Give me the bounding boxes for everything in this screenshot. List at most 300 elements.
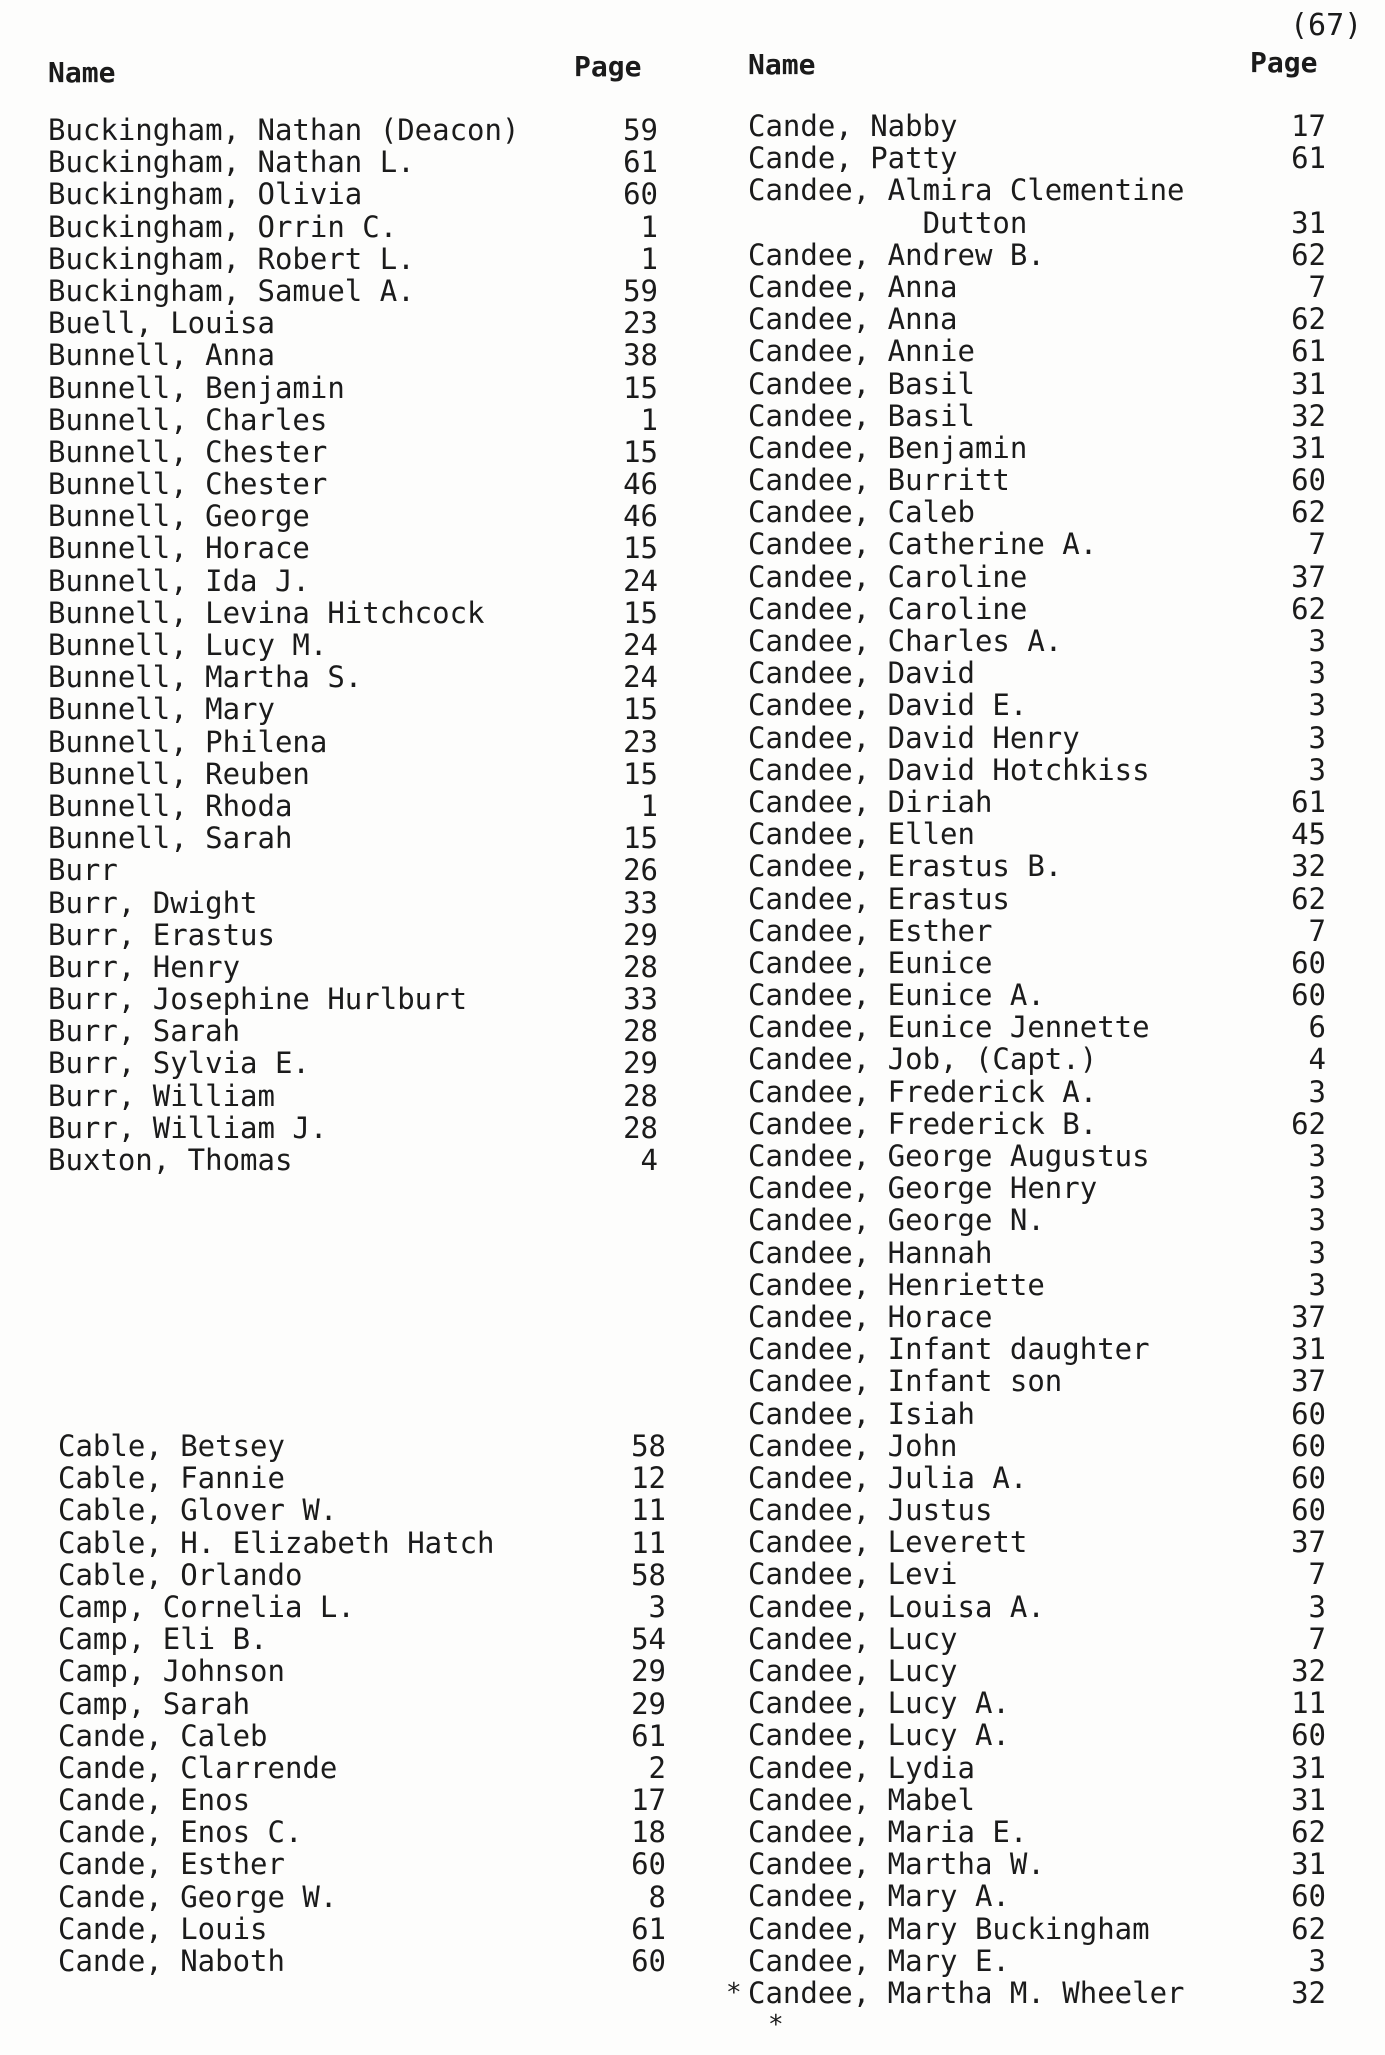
- entry-page: 3: [1308, 656, 1326, 691]
- entry-page: 15: [623, 531, 658, 566]
- index-entry: [48, 951, 658, 983]
- entry-page: 3: [1308, 1074, 1326, 1109]
- index-entry: [748, 1913, 1326, 1945]
- entry-name: Candee, Ellen: [748, 817, 975, 852]
- entry-name: Candee, Eunice Jennette: [748, 1010, 1150, 1045]
- entry-page: 33: [623, 982, 658, 1017]
- entry-page: 32: [1291, 849, 1326, 884]
- entry-page: 61: [631, 1911, 666, 1946]
- entry-page: 62: [1291, 1814, 1326, 1849]
- entry-name: Cande, George W.: [58, 1879, 338, 1914]
- index-entry: [48, 597, 658, 629]
- entry-name: Cable, Betsey: [58, 1429, 285, 1463]
- entry-name: Candee, George Henry: [748, 1171, 1098, 1206]
- entry-page: 45: [1291, 817, 1326, 852]
- entry-name: Candee, David Hotchkiss: [748, 752, 1150, 787]
- index-entry: [748, 1591, 1326, 1623]
- entry-name: Bunnell, Horace: [48, 531, 310, 566]
- index-entry: [58, 1816, 666, 1848]
- entry-page: 4: [1308, 1042, 1326, 1077]
- index-entry: [748, 786, 1326, 818]
- entry-page: 58: [631, 1557, 666, 1592]
- index-entry: [748, 1687, 1326, 1719]
- entry-page: 31: [1291, 205, 1326, 240]
- entry-name: Candee, Julia A.: [748, 1460, 1028, 1495]
- index-entry: [58, 1655, 666, 1687]
- entry-name: Buell, Louisa: [48, 306, 275, 341]
- index-entry: [748, 1526, 1326, 1558]
- entry-page: 37: [1291, 1299, 1326, 1334]
- index-entry: [748, 1043, 1326, 1075]
- index-entry: [748, 883, 1326, 915]
- index-entry: [748, 1365, 1326, 1397]
- entry-name: Candee, David: [748, 656, 975, 691]
- index-entry: [48, 114, 658, 146]
- index-entry: [748, 1172, 1326, 1204]
- entry-page: 3: [1308, 624, 1326, 658]
- entry-name: Candee, Levi: [748, 1557, 958, 1592]
- index-entry: [48, 726, 658, 758]
- entry-page: 6: [1308, 1010, 1326, 1045]
- entry-name: Candee, Caleb: [748, 495, 975, 530]
- entry-page: 7: [1308, 913, 1326, 948]
- entry-page: 62: [1291, 881, 1326, 916]
- entry-name: Candee, Martha W.: [748, 1847, 1045, 1882]
- entry-name: Cande, Naboth: [58, 1944, 285, 1978]
- entry-name: Bunnell, Ida J.: [48, 563, 310, 598]
- index-entry: [748, 561, 1326, 593]
- index-entry: [748, 142, 1326, 174]
- entry-page: 31: [1291, 1332, 1326, 1367]
- right-name-header: Name: [748, 48, 816, 81]
- entry-name: Bunnell, Martha S.: [48, 660, 363, 695]
- entry-name: Candee, Leverett: [748, 1525, 1028, 1560]
- entry-page: 17: [1291, 109, 1326, 143]
- entry-name: Candee, Eunice A.: [748, 978, 1045, 1013]
- entry-name: Candee, Isiah: [748, 1396, 975, 1431]
- entry-page: 61: [623, 145, 658, 180]
- entry-page: 3: [1308, 1267, 1326, 1302]
- entry-page: 29: [623, 1046, 658, 1081]
- index-entry: [48, 565, 658, 597]
- entry-page: 32: [1291, 398, 1326, 433]
- entry-page: 29: [631, 1654, 666, 1689]
- entry-name: Cable, Orlando: [58, 1557, 303, 1592]
- index-entry: [48, 532, 658, 564]
- entry-page: 37: [1291, 1364, 1326, 1399]
- entry-page: 3: [1308, 1589, 1326, 1624]
- entry-name: Camp, Eli B.: [58, 1622, 268, 1657]
- index-entry: [48, 1015, 658, 1047]
- index-entry: [48, 243, 658, 275]
- index-entry: [48, 339, 658, 371]
- entry-page: 23: [623, 306, 658, 341]
- entry-name: Cande, Enos C.: [58, 1815, 303, 1850]
- index-entry: [748, 239, 1326, 271]
- entry-name: Candee, George N.: [748, 1203, 1045, 1238]
- entry-name: Candee, Frederick A.: [748, 1074, 1098, 1109]
- entry-name: Candee, Lucy: [748, 1654, 958, 1688]
- entry-page: 3: [1308, 752, 1326, 787]
- entry-page: 7: [1308, 1621, 1326, 1656]
- entry-name: Candee, Hannah: [748, 1235, 993, 1270]
- index-entry: [48, 468, 658, 500]
- page-number: (67): [1290, 8, 1363, 43]
- index-entry: [748, 528, 1326, 560]
- entry-name: Candee, George Augustus: [748, 1139, 1150, 1173]
- entry-name: Dutton: [748, 205, 1028, 240]
- entry-name: Bunnell, Chester: [48, 467, 328, 502]
- entry-name: Camp, Cornelia L.: [58, 1589, 355, 1624]
- index-entry: [748, 1108, 1326, 1140]
- entry-page: 31: [1291, 366, 1326, 401]
- entry-name: Candee, Caroline: [748, 591, 1028, 626]
- index-entry: [48, 307, 658, 339]
- entry-name: Candee, Burritt: [748, 463, 1010, 498]
- entry-page: 11: [631, 1525, 666, 1560]
- left-column-cable-cande: [58, 1430, 666, 1977]
- entry-page: 60: [1291, 978, 1326, 1013]
- index-entry: [748, 593, 1326, 625]
- entry-page: 3: [1308, 1235, 1326, 1270]
- entry-page: 28: [623, 1014, 658, 1049]
- index-entry: [748, 625, 1326, 657]
- entry-page: 62: [1291, 302, 1326, 337]
- entry-page: 7: [1308, 1557, 1326, 1592]
- entry-page: 15: [623, 595, 658, 630]
- index-entry: [748, 464, 1326, 496]
- entry-page: 31: [1291, 1750, 1326, 1785]
- entry-page: 15: [623, 756, 658, 791]
- entry-name: Burr, William: [48, 1078, 275, 1113]
- entry-name: Candee, Lydia: [748, 1750, 975, 1785]
- index-entry: [48, 822, 658, 854]
- entry-page: 62: [1291, 495, 1326, 530]
- entry-page: 3: [1308, 1943, 1326, 1978]
- index-entry: [748, 1140, 1326, 1172]
- index-entry: [48, 436, 658, 468]
- index-entry: [748, 1462, 1326, 1494]
- entry-name: Candee, Henriette: [748, 1267, 1045, 1302]
- index-entry: [748, 368, 1326, 400]
- index-entry: [748, 1655, 1326, 1687]
- entry-page: 18: [631, 1815, 666, 1850]
- entry-name: Candee, Diriah: [748, 784, 993, 819]
- index-entry: [58, 1848, 666, 1880]
- entry-page: 61: [1291, 334, 1326, 369]
- entry-page: 37: [1291, 1525, 1326, 1560]
- index-entry: [58, 1945, 666, 1977]
- entry-name: Burr: [48, 853, 118, 888]
- entry-name: Candee, Mary Buckingham: [748, 1911, 1150, 1946]
- index-entry: [748, 1430, 1326, 1462]
- index-entry: [48, 887, 658, 919]
- entry-name: Buckingham, Orrin C.: [48, 209, 398, 244]
- entry-name: Bunnell, Reuben: [48, 756, 310, 791]
- index-entry: [48, 919, 658, 951]
- entry-page: 3: [1308, 1203, 1326, 1238]
- index-entry: [748, 915, 1326, 947]
- index-entry: [748, 1398, 1326, 1430]
- entry-page: 11: [631, 1493, 666, 1528]
- entry-name: Buckingham, Olivia: [48, 177, 363, 212]
- entry-page: 60: [631, 1944, 666, 1978]
- entry-page: 7: [1308, 269, 1326, 304]
- entry-page: 15: [623, 434, 658, 469]
- index-entry: [58, 1688, 666, 1720]
- entry-name: Candee, Lucy: [748, 1621, 958, 1656]
- index-entry: [748, 1494, 1326, 1526]
- entry-name: Candee, David Henry: [748, 720, 1080, 755]
- entry-name: Cande, Enos: [58, 1783, 251, 1818]
- index-entry: [48, 1144, 658, 1176]
- entry-name: Burr, Josephine Hurlburt: [48, 982, 468, 1017]
- entry-name: Candee, Benjamin: [748, 430, 1028, 465]
- entry-name: Candee, Erastus B.: [748, 849, 1063, 884]
- entry-page: 61: [1291, 141, 1326, 176]
- entry-name: Candee, Maria E.: [748, 1814, 1028, 1849]
- entry-page: 62: [1291, 1106, 1326, 1141]
- index-entry: [748, 1848, 1326, 1880]
- entry-name: Candee, Justus: [748, 1493, 993, 1528]
- entry-page: 62: [1291, 1911, 1326, 1946]
- entry-name: Bunnell, Benjamin: [48, 370, 345, 405]
- entry-name: Candee, Mabel: [748, 1782, 975, 1817]
- entry-name: Bunnell, Mary: [48, 692, 275, 727]
- entry-name: Candee, Almira Clementine: [748, 173, 1185, 208]
- entry-name: Cande, Clarrende: [58, 1750, 338, 1785]
- entry-page: 24: [623, 660, 658, 695]
- entry-page: 1: [640, 241, 658, 276]
- index-entry: [48, 693, 658, 725]
- entry-name: Candee, Caroline: [748, 559, 1028, 594]
- entry-name: Candee, Basil: [748, 398, 975, 433]
- index-entry: [48, 983, 658, 1015]
- left-name-header: Name: [48, 56, 116, 89]
- entry-page: 32: [1291, 1654, 1326, 1688]
- entry-name: Candee, David E.: [748, 688, 1028, 723]
- index-entry: [48, 211, 658, 243]
- index-entry: [748, 1977, 1326, 2009]
- entry-name: Candee, Andrew B.: [748, 237, 1045, 272]
- entry-name: Burr, Henry: [48, 949, 241, 984]
- entry-page: 3: [648, 1589, 666, 1624]
- entry-name: Candee, Lucy A.: [748, 1718, 1010, 1753]
- entry-page: 37: [1291, 559, 1326, 594]
- index-entry: [748, 1719, 1326, 1751]
- index-entry: [58, 1881, 666, 1913]
- entry-name: Candee, Annie: [748, 334, 975, 369]
- index-entry: [48, 629, 658, 661]
- entry-page: 7: [1308, 527, 1326, 562]
- entry-name: Bunnell, George: [48, 499, 310, 534]
- entry-page: 61: [631, 1718, 666, 1753]
- entry-name: Bunnell, Rhoda: [48, 788, 293, 823]
- index-entry: [748, 174, 1326, 206]
- entry-name: Candee, Anna: [748, 302, 958, 337]
- entry-name: Camp, Johnson: [58, 1654, 285, 1689]
- entry-page: 59: [623, 113, 658, 147]
- entry-name: Candee, Louisa A.: [748, 1589, 1045, 1624]
- index-entry: [748, 335, 1326, 367]
- index-entry: [48, 404, 658, 436]
- entry-name: Bunnell, Lucy M.: [48, 628, 328, 662]
- entry-page: 32: [1291, 1975, 1326, 2010]
- index-entry: [58, 1494, 666, 1526]
- right-page-header: Page: [1250, 46, 1318, 79]
- entry-name: Bunnell, Levina Hitchcock: [48, 595, 485, 630]
- entry-name: Burr, Dwight: [48, 885, 258, 920]
- index-entry: [748, 754, 1326, 786]
- index-entry: [48, 500, 658, 532]
- entry-name: Candee, Job, (Capt.): [748, 1042, 1098, 1077]
- entry-name: Bunnell, Sarah: [48, 821, 293, 856]
- entry-name: Burr, Sylvia E.: [48, 1046, 310, 1081]
- entry-page: 60: [1291, 463, 1326, 498]
- index-entry: [48, 146, 658, 178]
- entry-name: Candee, Catherine A.: [748, 527, 1098, 562]
- index-entry: [748, 271, 1326, 303]
- entry-name: Buckingham, Robert L.: [48, 241, 415, 276]
- entry-page: 60: [1291, 945, 1326, 980]
- right-column-cande-candee: [748, 110, 1326, 2009]
- entry-name: Candee, Infant daughter: [748, 1332, 1150, 1367]
- index-entry: [748, 1204, 1326, 1236]
- entry-name: Candee, Anna: [748, 269, 958, 304]
- entry-page: 11: [1291, 1686, 1326, 1721]
- entry-page: 15: [623, 692, 658, 727]
- entry-page: 1: [640, 209, 658, 244]
- index-entry: [58, 1784, 666, 1816]
- entry-name: Cande, Caleb: [58, 1718, 268, 1753]
- index-entry: [48, 661, 658, 693]
- entry-page: 60: [1291, 1428, 1326, 1463]
- index-entry: [58, 1462, 666, 1494]
- entry-name: Candee, Infant son: [748, 1364, 1063, 1399]
- index-entry: [58, 1527, 666, 1559]
- entry-name: Cable, Fannie: [58, 1461, 285, 1496]
- entry-name: Cande, Patty: [748, 141, 958, 176]
- entry-page: 62: [1291, 237, 1326, 272]
- entry-name: Buckingham, Nathan (Deacon): [48, 113, 520, 147]
- entry-name: Candee, John: [748, 1428, 958, 1463]
- index-entry: [748, 110, 1326, 142]
- entry-page: 60: [1291, 1396, 1326, 1431]
- index-entry: [48, 372, 658, 404]
- index-entry: [748, 979, 1326, 1011]
- index-entry: [748, 1558, 1326, 1590]
- entry-name: Candee, Charles A.: [748, 624, 1063, 658]
- entry-name: Candee, Lucy A.: [748, 1686, 1010, 1721]
- entry-page: 62: [1291, 591, 1326, 626]
- entry-page: 24: [623, 628, 658, 662]
- entry-page: 54: [631, 1622, 666, 1657]
- index-entry: [58, 1913, 666, 1945]
- index-entry: [748, 432, 1326, 464]
- index-entry: [58, 1430, 666, 1462]
- entry-name: Buckingham, Samuel A.: [48, 273, 415, 308]
- index-entry: [748, 303, 1326, 335]
- entry-page: 29: [631, 1686, 666, 1721]
- index-entry: [748, 207, 1326, 239]
- index-entry: [48, 790, 658, 822]
- entry-page: 60: [623, 177, 658, 212]
- index-entry: [748, 1752, 1326, 1784]
- entry-page: 28: [623, 949, 658, 984]
- entry-name: Candee, Erastus: [748, 881, 1010, 916]
- asterisk-mark: *: [726, 1978, 742, 2008]
- index-entry: [748, 1784, 1326, 1816]
- entry-name: Cande, Esther: [58, 1847, 285, 1882]
- entry-name: Candee, Martha M. Wheeler: [748, 1975, 1185, 2010]
- entry-page: 12: [631, 1461, 666, 1496]
- entry-name: Burr, Sarah: [48, 1014, 241, 1049]
- index-entry: [48, 178, 658, 210]
- asterisk-mark-bottom: *: [768, 2010, 784, 2040]
- entry-name: Bunnell, Anna: [48, 338, 275, 373]
- index-entry: [58, 1752, 666, 1784]
- entry-page: 15: [623, 370, 658, 405]
- entry-page: 38: [623, 338, 658, 373]
- entry-name: Bunnell, Philena: [48, 724, 328, 759]
- index-entry: [748, 1269, 1326, 1301]
- index-entry: [48, 1112, 658, 1144]
- left-column-buckingham-buxton: [48, 114, 658, 1176]
- index-entry: [58, 1623, 666, 1655]
- index-entry: [748, 947, 1326, 979]
- entry-name: Candee, Frederick B.: [748, 1106, 1098, 1141]
- entry-name: Buckingham, Nathan L.: [48, 145, 415, 180]
- entry-name: Candee, Esther: [748, 913, 993, 948]
- entry-page: 3: [1308, 1139, 1326, 1173]
- entry-page: 28: [623, 1078, 658, 1113]
- index-entry: [748, 1301, 1326, 1333]
- index-entry: [48, 854, 658, 886]
- entry-page: 60: [1291, 1718, 1326, 1753]
- index-entry: [748, 1945, 1326, 1977]
- entry-page: 61: [1291, 784, 1326, 819]
- entry-name: Candee, Horace: [748, 1299, 993, 1334]
- index-entry: [748, 722, 1326, 754]
- entry-name: Candee, Basil: [748, 366, 975, 401]
- entry-name: Buxton, Thomas: [48, 1143, 293, 1177]
- entry-name: Candee, Mary E.: [748, 1943, 1010, 1978]
- entry-name: Bunnell, Chester: [48, 434, 328, 469]
- index-entry: [58, 1559, 666, 1591]
- entry-page: 31: [1291, 1782, 1326, 1817]
- entry-page: 58: [631, 1429, 666, 1463]
- entry-page: 31: [1291, 430, 1326, 465]
- entry-page: 23: [623, 724, 658, 759]
- entry-name: Bunnell, Charles: [48, 402, 328, 437]
- index-entry: [48, 1080, 658, 1112]
- index-entry: [48, 1047, 658, 1079]
- entry-page: 2: [648, 1750, 666, 1785]
- index-entry: [748, 1816, 1326, 1848]
- entry-page: 3: [1308, 1171, 1326, 1206]
- index-entry: [748, 818, 1326, 850]
- entry-name: Cande, Nabby: [748, 109, 958, 143]
- entry-page: 60: [1291, 1460, 1326, 1495]
- entry-page: 1: [640, 402, 658, 437]
- entry-name: Cande, Louis: [58, 1911, 268, 1946]
- entry-name: Burr, William J.: [48, 1110, 328, 1145]
- entry-name: Cable, H. Elizabeth Hatch: [58, 1525, 495, 1560]
- index-entry: [748, 689, 1326, 721]
- entry-page: 4: [640, 1143, 658, 1177]
- index-entry: [48, 275, 658, 307]
- entry-page: 60: [631, 1847, 666, 1882]
